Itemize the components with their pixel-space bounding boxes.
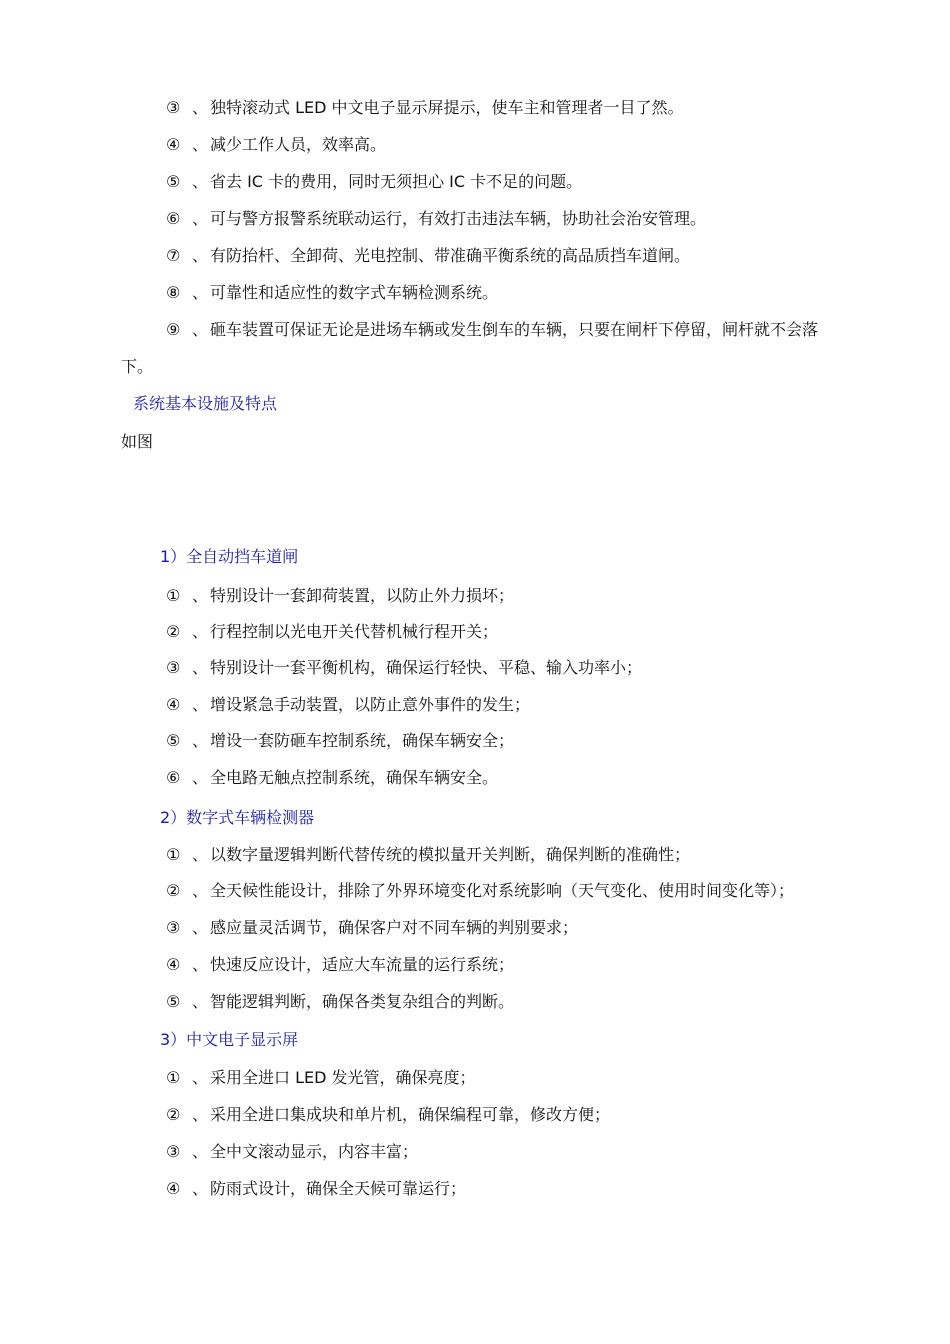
item-separator: 、 [192, 881, 209, 900]
figure-caption: 如图 [121, 432, 154, 451]
list-item [166, 768, 498, 788]
list-item [166, 881, 794, 901]
item-number: ⑦ [166, 246, 181, 265]
item-separator: 、 [192, 246, 209, 265]
list-item [166, 1142, 418, 1162]
item-number: ③ [166, 918, 181, 937]
item-number: ⑨ [166, 320, 181, 339]
item-text: 独特滚动式 LED 中文电子显示屏提示，使车主和管理者一目了然。 [210, 98, 684, 117]
item-text: 省去 IC 卡的费用，同时无须担心 IC 卡不足的问题。 [210, 172, 583, 191]
item-separator: 、 [192, 658, 209, 677]
item-separator: 、 [192, 845, 209, 864]
item-number: ④ [166, 1179, 181, 1198]
item-number: ① [166, 1068, 181, 1087]
item-separator: 、 [192, 731, 209, 750]
item-number: ③ [166, 658, 181, 677]
list-item [166, 209, 706, 229]
item-separator: 、 [192, 586, 209, 605]
item-text: 防雨式设计，确保全天候可靠运行； [210, 1179, 467, 1198]
item-number: ② [166, 622, 181, 641]
item-number: ① [166, 845, 181, 864]
item-text: 全中文滚动显示，内容丰富； [210, 1142, 419, 1161]
item-text: 全电路无触点控制系统，确保车辆安全。 [210, 768, 499, 787]
list-item [166, 246, 690, 266]
subsection-title: 1）全自动挡车道闸 [160, 547, 299, 566]
item-separator: 、 [192, 320, 209, 339]
item-number: ④ [166, 135, 181, 154]
list-item [166, 695, 530, 715]
item-text: 特别设计一套平衡机构，确保运行轻快、平稳、输入功率小； [210, 658, 643, 677]
list-item [166, 98, 684, 118]
item-separator: 、 [192, 918, 209, 937]
list-item [166, 622, 498, 642]
item-number: ② [166, 1105, 181, 1124]
item-text: 感应量灵活调节，确保客户对不同车辆的判别要求； [210, 918, 579, 937]
list-item [166, 731, 514, 751]
item-number: ④ [166, 695, 181, 714]
subsection-title: 2）数字式车辆检测器 [160, 808, 315, 827]
item-text: 全天候性能设计，排除了外界环境变化对系统影响（天气变化、使用时间变化等）； [210, 881, 795, 900]
item-number: ⑤ [166, 992, 181, 1011]
item-separator: 、 [192, 1179, 209, 1198]
item-text: 有防抬杆、全卸荷、光电控制、带准确平衡系统的高品质挡车道闸。 [210, 246, 691, 265]
item-text: 采用全进口 LED 发光管，确保亮度； [210, 1068, 476, 1087]
item-text: 智能逻辑判断，确保各类复杂组合的判断。 [210, 992, 515, 1011]
item-number: ⑤ [166, 731, 181, 750]
item-text: 快速反应设计，适应大车流量的运行系统； [210, 955, 515, 974]
item-separator: 、 [192, 1105, 209, 1124]
item-separator: 、 [192, 135, 209, 154]
list-item [166, 992, 514, 1012]
item-text: 以数字量逻辑判断代替传统的模拟量开关判断，确保判断的准确性； [210, 845, 691, 864]
list-item [166, 658, 642, 678]
item-number: ⑤ [166, 172, 181, 191]
item-separator: 、 [192, 955, 209, 974]
item-separator: 、 [192, 98, 209, 117]
item-separator: 、 [192, 1068, 209, 1087]
item-number: ② [166, 881, 181, 900]
list-item [166, 1068, 476, 1088]
list-item [166, 172, 582, 192]
item-text: 增设一套防砸车控制系统，确保车辆安全； [210, 731, 515, 750]
item-separator: 、 [192, 768, 209, 787]
item-separator: 、 [192, 283, 209, 302]
item-number: ⑧ [166, 283, 181, 302]
list-item [166, 955, 514, 975]
item-text: 可与警方报警系统联动运行，有效打击违法车辆，协助社会治安管理。 [210, 209, 707, 228]
item-separator: 、 [192, 209, 209, 228]
list-item [166, 283, 498, 303]
item-separator: 、 [192, 1142, 209, 1161]
item-number: ⑥ [166, 209, 181, 228]
section-title: 系统基本设施及特点 [133, 394, 278, 413]
item-separator: 、 [192, 172, 209, 191]
list-item [166, 1179, 466, 1199]
item-number: ④ [166, 955, 181, 974]
item-text: 特别设计一套卸荷装置，以防止外力损坏； [210, 586, 515, 605]
item-separator: 、 [192, 992, 209, 1011]
wrapped-text: 下。 [121, 357, 154, 376]
item-text: 行程控制以光电开关代替机械行程开关； [210, 622, 499, 641]
list-item [166, 845, 690, 865]
list-item [166, 1105, 610, 1125]
item-number: ⑥ [166, 768, 181, 787]
item-text: 采用全进口集成块和单片机，确保编程可靠，修改方便； [210, 1105, 611, 1124]
item-text: 减少工作人员，效率高。 [210, 135, 387, 154]
subsection-title: 3）中文电子显示屏 [160, 1030, 299, 1049]
item-number: ③ [166, 1142, 181, 1161]
item-text: 增设紧急手动装置，以防止意外事件的发生； [210, 695, 531, 714]
item-separator: 、 [192, 695, 209, 714]
list-item [166, 586, 514, 606]
item-text: 砸车装置可保证无论是进场车辆或发生倒车的车辆，只要在闸杆下停留，闸杆就不会落 [210, 320, 819, 339]
list-item [166, 320, 818, 340]
item-text: 可靠性和适应性的数字式车辆检测系统。 [210, 283, 499, 302]
item-number: ③ [166, 98, 181, 117]
item-number: ① [166, 586, 181, 605]
list-item [166, 135, 386, 155]
list-item [166, 918, 578, 938]
item-separator: 、 [192, 622, 209, 641]
